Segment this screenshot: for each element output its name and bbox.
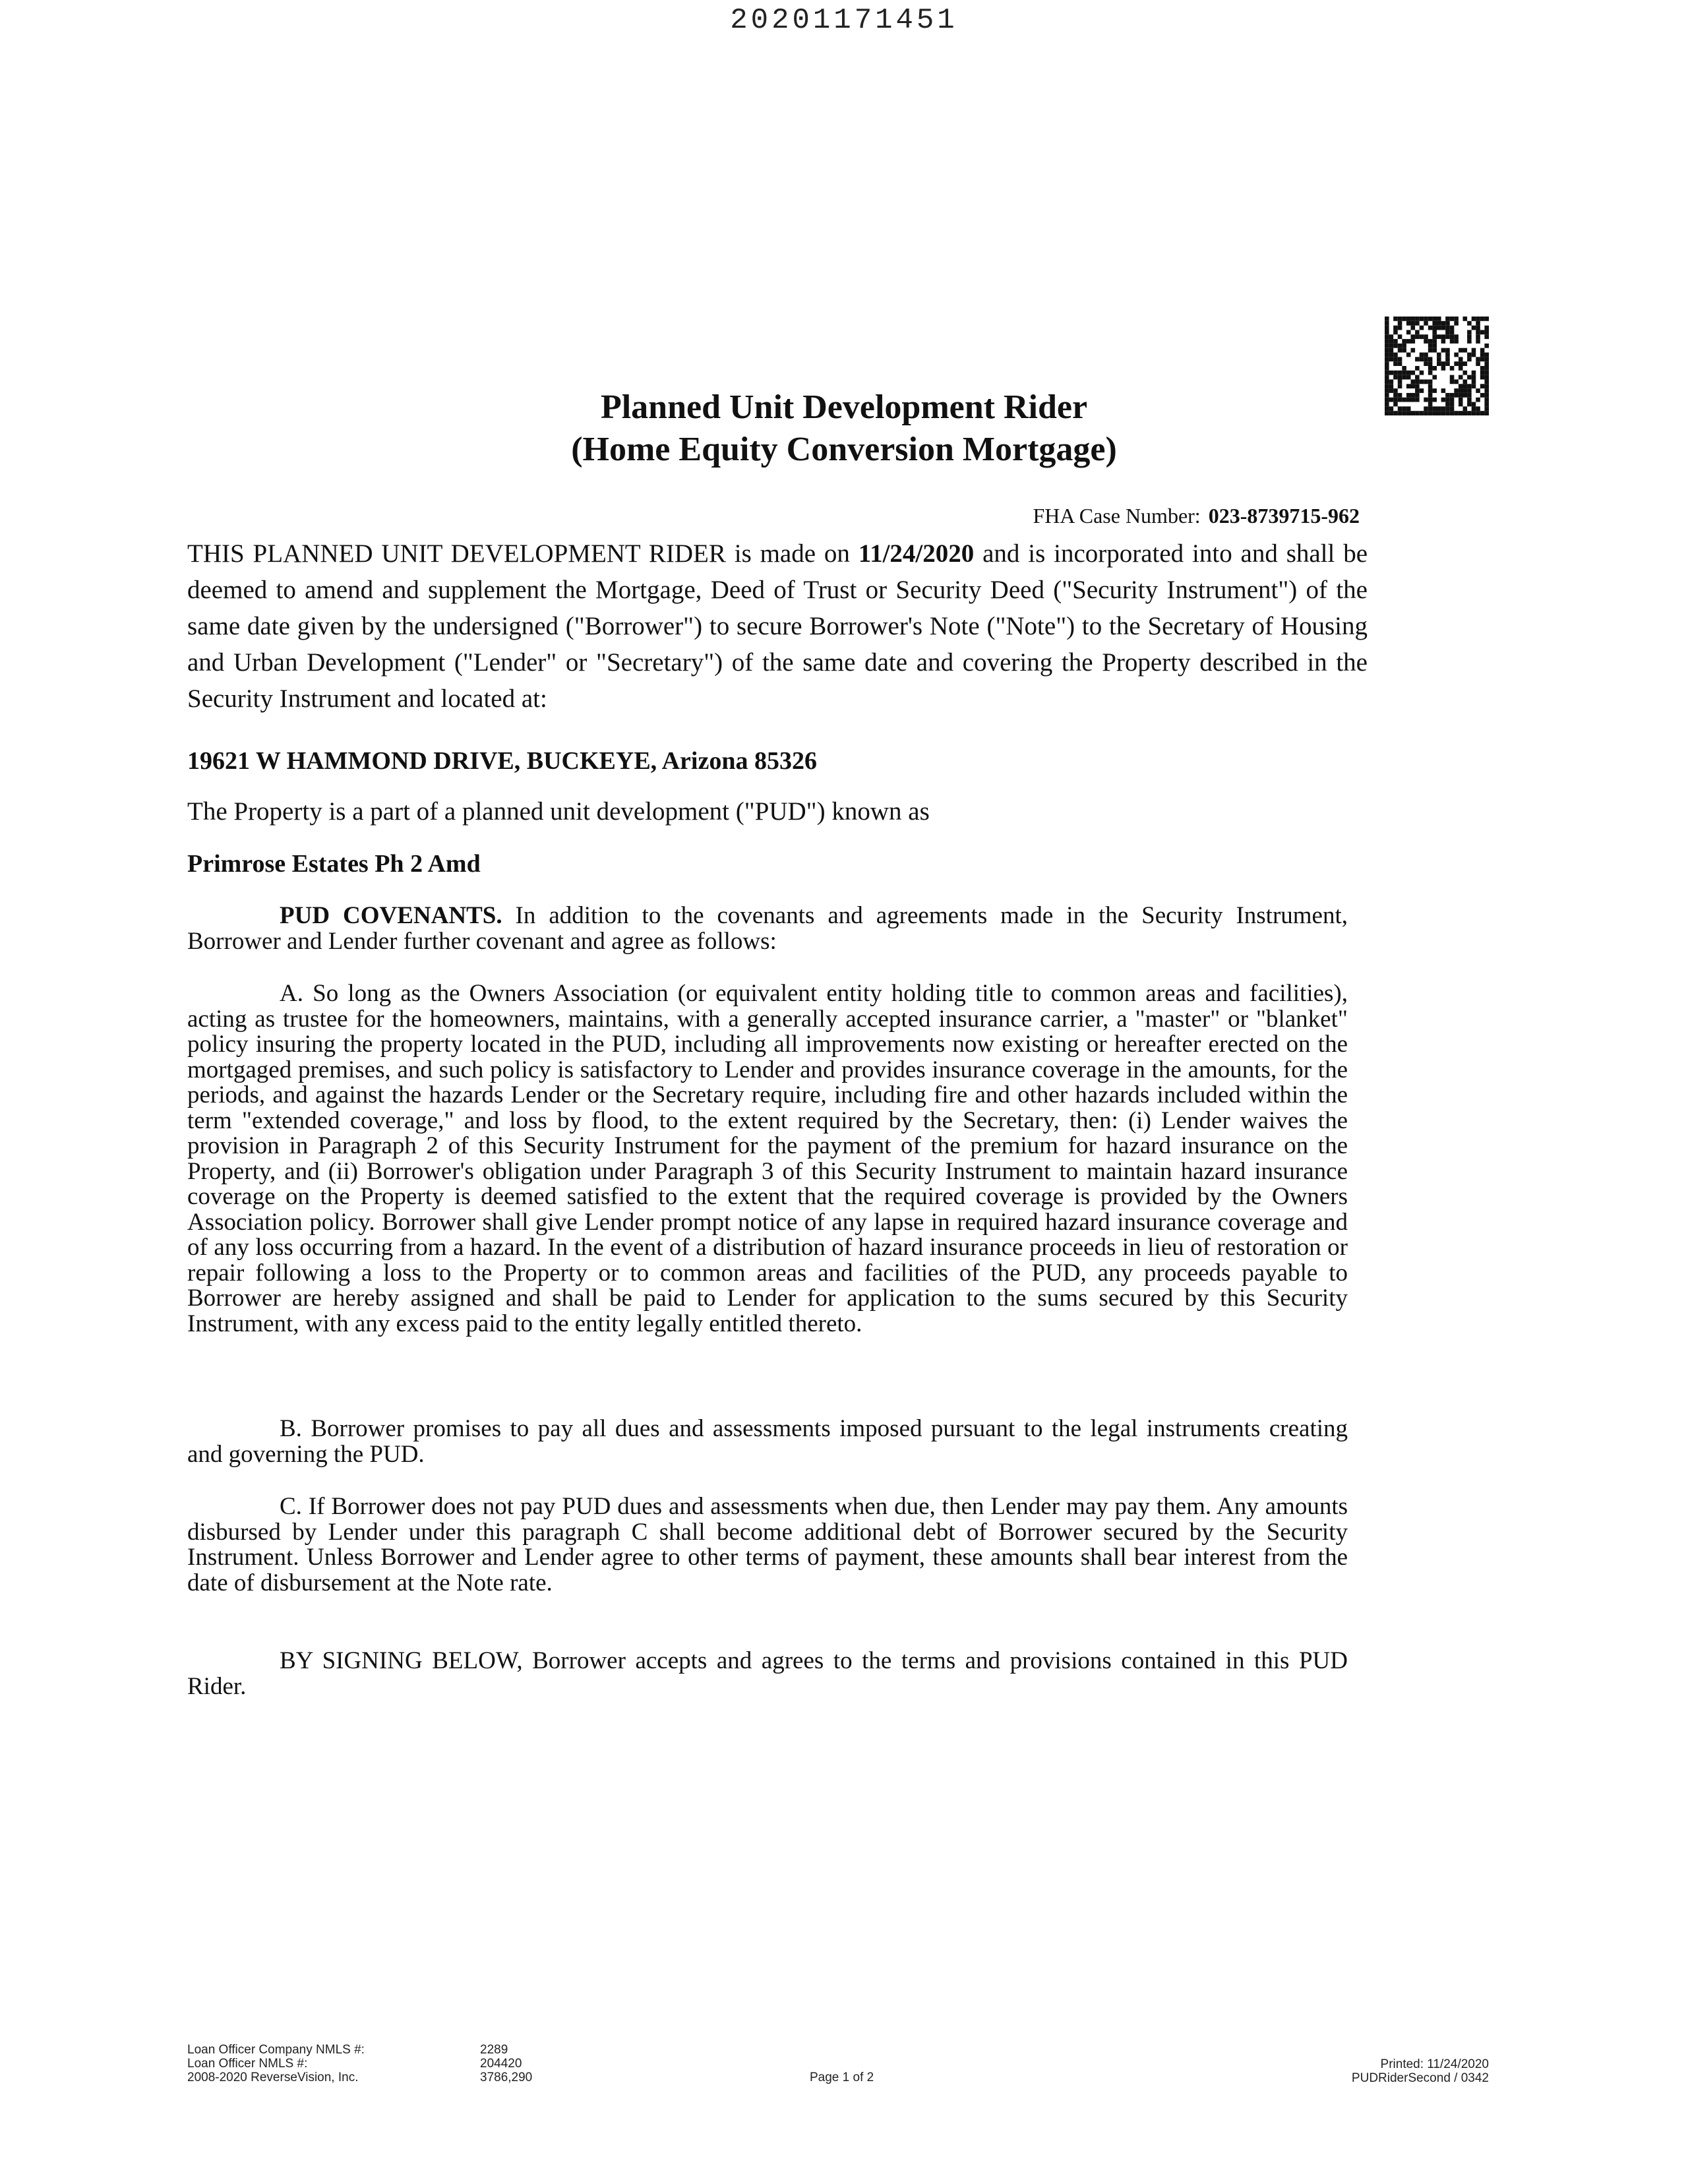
intro-paragraph xyxy=(187,535,1368,717)
footer-right-info xyxy=(1352,2057,1489,2085)
footer-values xyxy=(480,2043,532,2084)
recording-number: 20201171451 xyxy=(730,4,958,37)
property-address: 19621 W HAMMOND DRIVE, BUCKEYE, Arizona 85326 xyxy=(187,747,817,775)
footer-officer-nmls-label: Loan Officer NMLS #: xyxy=(187,2057,308,2071)
rider-date: 11/24/2020 xyxy=(858,539,975,568)
fha-case-value: 023-8739715-962 xyxy=(1208,504,1360,528)
covenants-heading: PUD COVENANTS. xyxy=(280,902,502,929)
fha-case-number xyxy=(1033,504,1360,528)
covenants-text: In addition to the covenants and agreements made in the Security Instrument, Borrower and Lender further covenant and agree as follows: xyxy=(187,902,1348,955)
document-title: Planned Unit Development Rider xyxy=(600,388,1088,426)
document-subtitle: (Home Equity Conversion Mortgage) xyxy=(571,431,1117,468)
footer-company-nmls-label: Loan Officer Company NMLS #: xyxy=(187,2043,365,2057)
signing-paragraph: BY SIGNING BELOW, Borrower accepts and agrees to the terms and provisions contained in this PUD Rider. xyxy=(187,1647,1348,1700)
intro-text-end: and is incorporated into and shall be deemed to amend and supplement the Mortgage, Deed of Trust or Security Deed ("Security Instrument") of the same date given by the undersigned ("Borrower") to secure Borrower's Note ("Note") to the Secretary of Housing and Urban Development ("Lender" or "Secretary") of the same date and covering the Property described in the Security Instrument and located at: xyxy=(187,539,1368,713)
footer-printed-date: Printed: 11/24/2020 xyxy=(1380,2057,1489,2071)
page-number: Page 1 of 2 xyxy=(810,2071,874,2084)
pud-name: Primrose Estates Ph 2 Amd xyxy=(187,850,481,878)
footer-left-labels xyxy=(187,2043,365,2084)
intro-text-start: THIS PLANNED UNIT DEVELOPMENT RIDER is made on xyxy=(187,539,859,568)
footer-form-id: PUDRiderSecond / 0342 xyxy=(1351,2071,1489,2085)
pud-lead-text: The Property is a part of a planned unit development ("PUD") known as xyxy=(187,797,930,826)
footer-officer-nmls-value: 204420 xyxy=(480,2057,522,2071)
paragraph-b: B. Borrower promises to pay all dues and assessments imposed pursuant to the legal instruments creating and governing the PUD. xyxy=(187,1415,1348,1468)
pud-covenants-paragraph xyxy=(187,903,1348,954)
fha-case-label: FHA Case Number: xyxy=(1033,504,1201,528)
paragraph-c: C. If Borrower does not pay PUD dues and assessments when due, then Lender may pay them. Any amounts disbursed by Lender under this paragraph C shall become additional debt of Borrower secured by the Security Instrument. Unless Borrower and Lender agree to other terms of payment, these amounts shall bear interest from the date of disbursement at the Note rate. xyxy=(187,1493,1348,1596)
footer-copyright: 2008-2020 ReverseVision, Inc. xyxy=(187,2071,359,2084)
footer-version: 3786,290 xyxy=(480,2071,533,2084)
footer-company-nmls-value: 2289 xyxy=(480,2043,508,2057)
paragraph-a: A. So long as the Owners Association (or equivalent entity holding title to common areas and facilities), acting as trustee for the homeowners, maintains, with a generally accepted insurance carrier, a "master" or "blanket" policy insuring the property located in the PUD, including all improvements now existing or hereafter erected on the mortgaged premises, and such policy is satisfactory to Lender and provides insurance coverage in the amounts, for the periods, and against the hazards Lender or the Secretary require, including fire and other hazards included within the term "extended coverage," and loss by flood, to the extent required by the Secretary, then: (i) Lender waives the provision in Paragraph 2 of this Security Instrument for the payment of the premium for hazard insurance on the Property, and (ii) Borrower's obligation under Paragraph 3 of this Security Instrument to maintain hazard insurance coverage on the Property is deemed satisfied to the extent that the required coverage is provided by the Owners Association policy. Borrower shall give Lender prompt notice of any lapse in required hazard insurance coverage and of any loss occurring from a hazard. In the event of a distribution of hazard insurance proceeds in lieu of restoration or repair following a loss to the Property or to common areas and facilities of the PUD, any proceeds payable to Borrower are hereby assigned and shall be paid to Lender for application to the sums secured by this Security Instrument, with any excess paid to the entity legally entitled thereto. xyxy=(187,980,1348,1337)
